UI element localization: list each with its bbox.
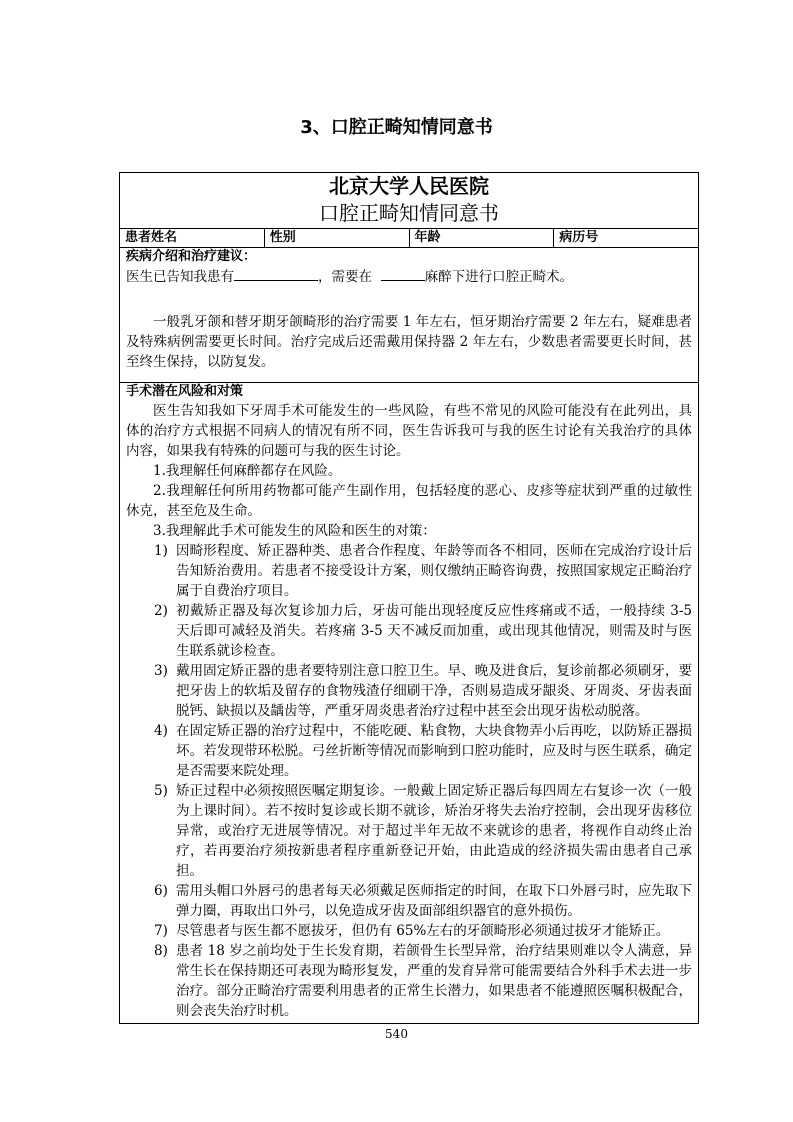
risk-item bbox=[126, 601, 692, 661]
risk-item bbox=[126, 541, 692, 601]
item-text: 因畸形程度、矫正器种类、患者合作程度、年龄等而各不相同，医师在完成治疗设计后告知矫治费用。若患者不接受设计方案，则仅缴纳正畸咨询费，按照国家规定正畸治疗属于自费治疗项目。 bbox=[176, 543, 692, 599]
treatment-duration-paragraph: 一般乳牙颌和替牙期牙颌畸形的治疗需要 1 年左右，恒牙期治疗需要 2 年左右，疑难患者及特殊病例需要更长时间。治疗完成后还需戴用保持器 2 年左右，少数患者需要更长时间，甚至终生保持，以防复发。 bbox=[126, 314, 692, 370]
item-text: 患者 18 岁之前均处于生长发育期，若颌骨生长型异常，治疗结果则难以令人满意，异常生长在保持期还可表现为畸形复发，严重的发育异常可能需要结合外科手术去进一步治疗。部分正畸治疗需要利用患者的正常生长潜力，如果患者不能遵照医嘱积极配合，则会丧失治疗时机。 bbox=[176, 943, 692, 1019]
risk-point-3: 3.我理解此手术可能发生的风险和医生的对策： bbox=[153, 523, 436, 539]
risk-item bbox=[126, 941, 692, 1021]
risk-point-2: 2.我理解任何所用药物都可能产生副作用，包括轻度的恶心、皮疹等症状到严重的过敏性休克，甚至危及生命。 bbox=[126, 483, 692, 519]
item-number: 6) bbox=[154, 883, 168, 899]
diagnosis-text-b: ，需要在 bbox=[318, 269, 372, 285]
risk-heading: 手术潜在风险和对策 bbox=[126, 384, 244, 399]
item-text: 矫正过程中必须按照医嘱定期复诊。一般戴上固定矫正器后每四周左右复诊一次（一般为上课时间）。若不按时复诊或长期不就诊，矫治牙将失去治疗控制，会出现牙齿移位异常，或治疗无进展等情况。对于超过半年无故不来就诊的患者，将视作自动终止治疗，若再要治疗须按新患者程序重新登记开始，由此造成的经济损失需由患者自己承担。 bbox=[176, 783, 692, 879]
item-text: 尽管患者与医生都不愿拔牙，但仍有 65%左右的牙颌畸形必须通过拔牙才能矫正。 bbox=[176, 923, 670, 939]
item-number: 7) bbox=[154, 923, 168, 939]
diagnosis-text-c: 麻醉下进行口腔正畸术。 bbox=[424, 269, 574, 285]
risk-section bbox=[120, 383, 698, 1023]
item-number: 1) bbox=[154, 543, 168, 559]
risk-item bbox=[126, 781, 692, 881]
disease-heading: 疾病介绍和治疗建议： bbox=[126, 249, 257, 264]
item-number: 4) bbox=[154, 723, 168, 739]
risk-point-1: 1.我理解任何麻醉都存在风险。 bbox=[153, 463, 342, 479]
form-header bbox=[120, 173, 698, 229]
item-text: 在固定矫正器的治疗过程中，不能吃硬、粘食物，大块食物弄小后再吃，以防矫正器损坏。若发现带环松脱。弓丝折断等情况而影响到口腔功能时，应及时与医生联系，确定是否需要来院处理。 bbox=[176, 723, 692, 779]
risk-item bbox=[126, 661, 692, 721]
diagnosis-line bbox=[126, 266, 692, 287]
hospital-name: 北京大学人民医院 bbox=[329, 174, 489, 198]
item-text: 初戴矫正器及每次复诊加力后，牙齿可能出现轻度反应性疼痛或不适，一般持续 3-5 天后即可减轻及消失。若疼痛 3-5 天不减反而加重，或出现其他情况，则需及时与医生联系就诊检查。 bbox=[176, 603, 692, 659]
risk-intro: 医生告知我如下牙周手术可能发生的一些风险，有些不常见的风险可能没有在此列出，具体的治疗方式根据不同病人的情况有所不同，医生告诉我可与我的医生讨论有关我治疗的具体内容，如果我有特殊的问题可与我的医生讨论。 bbox=[126, 403, 692, 459]
anesthesia-blank[interactable] bbox=[381, 266, 425, 281]
risk-item bbox=[126, 881, 692, 921]
field-record-number[interactable]: 病历号 bbox=[559, 230, 599, 245]
field-gender[interactable]: 性别 bbox=[265, 229, 410, 247]
patient-info-row bbox=[120, 229, 698, 248]
item-number: 5) bbox=[154, 783, 168, 799]
field-patient-name[interactable]: 患者姓名 bbox=[120, 229, 265, 247]
document-title: 3、口腔正畸知情同意书 bbox=[300, 117, 493, 138]
disease-section bbox=[120, 248, 698, 383]
item-number: 3) bbox=[154, 663, 168, 679]
item-text: 戴用固定矫正器的患者要特别注意口腔卫生。早、晚及进食后，复诊前都必须刷牙，要把牙齿上的软垢及留存的食物残渣仔细刷干净，否则易造成牙龈炎、牙周炎、牙齿表面脱钙、缺损以及龋齿等，严重牙周炎患者治疗过程中甚至会出现牙齿松动脱落。 bbox=[176, 663, 692, 719]
item-text: 需用头帽口外唇弓的患者每天必须戴足医师指定的时间，在取下口外唇弓时，应先取下弹力圈，再取出口外弓，以免造成牙齿及面部组织器官的意外损伤。 bbox=[176, 883, 692, 919]
risk-item bbox=[126, 921, 692, 941]
risk-item bbox=[126, 721, 692, 781]
item-number: 2) bbox=[154, 603, 168, 619]
page-number: 540 bbox=[385, 1027, 408, 1041]
item-number: 8) bbox=[154, 943, 168, 959]
field-age[interactable]: 年龄 bbox=[410, 229, 555, 247]
consent-form bbox=[119, 172, 699, 1024]
diagnosis-blank[interactable] bbox=[234, 266, 318, 281]
form-title: 口腔正畸知情同意书 bbox=[319, 201, 499, 225]
diagnosis-text-a: 医生已告知我患有 bbox=[126, 269, 234, 285]
